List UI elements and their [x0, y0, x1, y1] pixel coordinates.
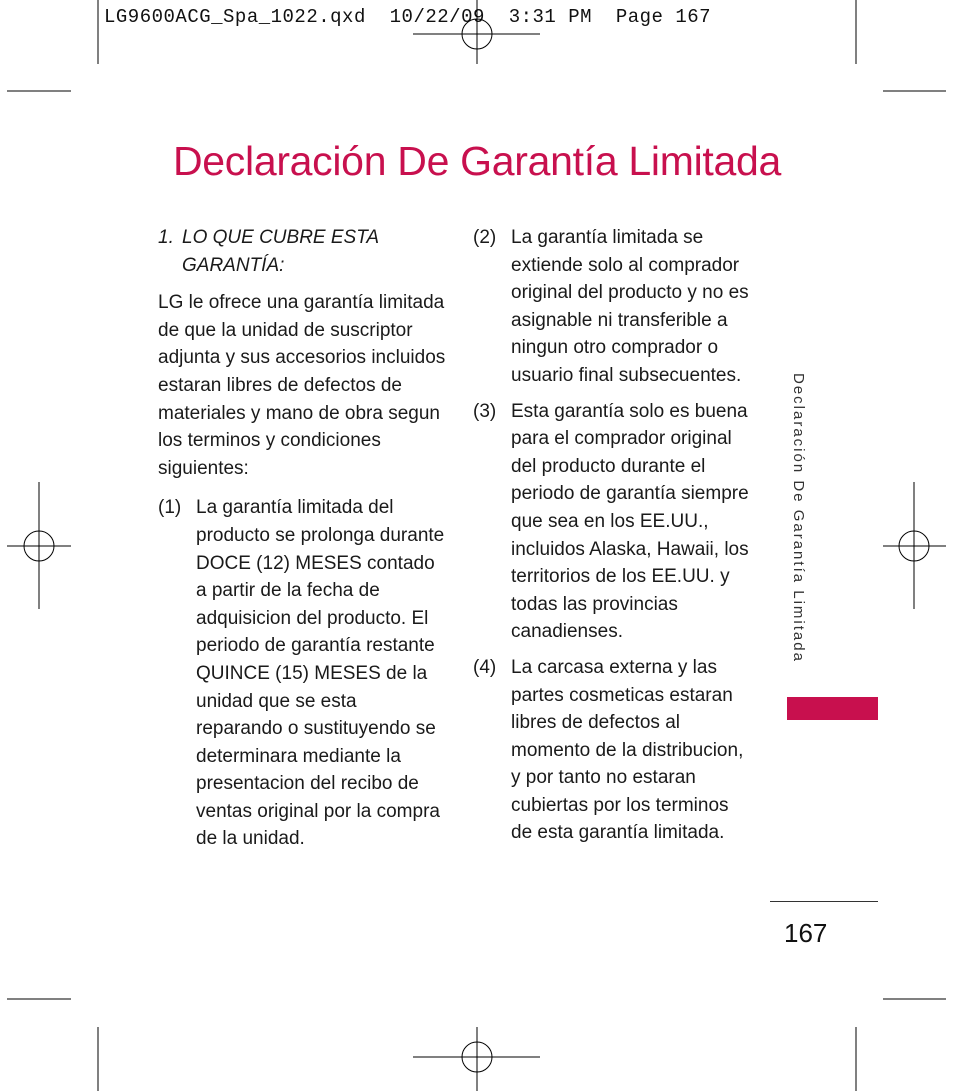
section-number: 1.	[158, 227, 174, 248]
slug-date: 10/22/09	[389, 6, 485, 28]
item-text: Esta garantía solo es buena para el comprador original del producto durante el periodo de garantía siempre que sea en los EE.UU., incluidos Alaska, Hawaii, los territorios de los EE.UU. y todas las provincias canadienses.	[511, 400, 749, 643]
item-number: (2)	[473, 227, 497, 248]
slug-file: LG9600ACG_Spa_1022.qxd	[104, 6, 366, 28]
item-number: (3)	[473, 400, 497, 422]
slug-page: Page 167	[615, 6, 712, 28]
slug-time: 3:31 PM	[508, 6, 593, 28]
section-heading-text: LO QUE CUBRE ESTA GARANTÍA:	[182, 227, 379, 276]
left-column	[158, 224, 448, 861]
list-item	[473, 224, 753, 390]
list-item	[158, 494, 448, 853]
intro-paragraph: LG le ofrece una garantía limitada de que la unidad de suscriptor adjunta y sus accesorios incluidos estaran libres de defectos de materiales y mano de obra segun los terminos y condiciones siguientes:	[158, 292, 446, 479]
item-text: La garantía limitada se extiende solo al comprador original del producto y no es asignable ni transferible a ningun otro comprador o usuario final subsecuentes.	[511, 227, 749, 386]
page-title: Declaración De Garantía Limitada	[173, 138, 781, 184]
list-item	[473, 654, 753, 847]
page-number: 167	[784, 918, 828, 948]
right-column	[473, 224, 753, 855]
item-text: La carcasa externa y las partes cosmeticas estaran libres de defectos al momento de la distribucion, y por tanto no estaran cubiertas por los terminos de esta garantía limitada.	[511, 656, 744, 844]
footer-rule	[770, 901, 878, 902]
item-number: (1)	[158, 497, 182, 519]
side-tab-bar	[787, 697, 878, 720]
item-text: La garantía limitada del producto se prolonga durante DOCE (12) MESES contado a partir de la fecha de adquisicion del producto. El periodo de garantía restante QUINCE (15) MESES de la unidad que se esta reparando o sustituyendo se determinara mediante la presentacion del recibo de ventas original por la compra de la unidad.	[196, 497, 445, 850]
item-number: (4)	[473, 656, 497, 678]
list-item	[473, 398, 753, 646]
section-heading	[158, 224, 448, 279]
side-tab-label: Declaración De Garantía Limitada	[790, 373, 807, 663]
